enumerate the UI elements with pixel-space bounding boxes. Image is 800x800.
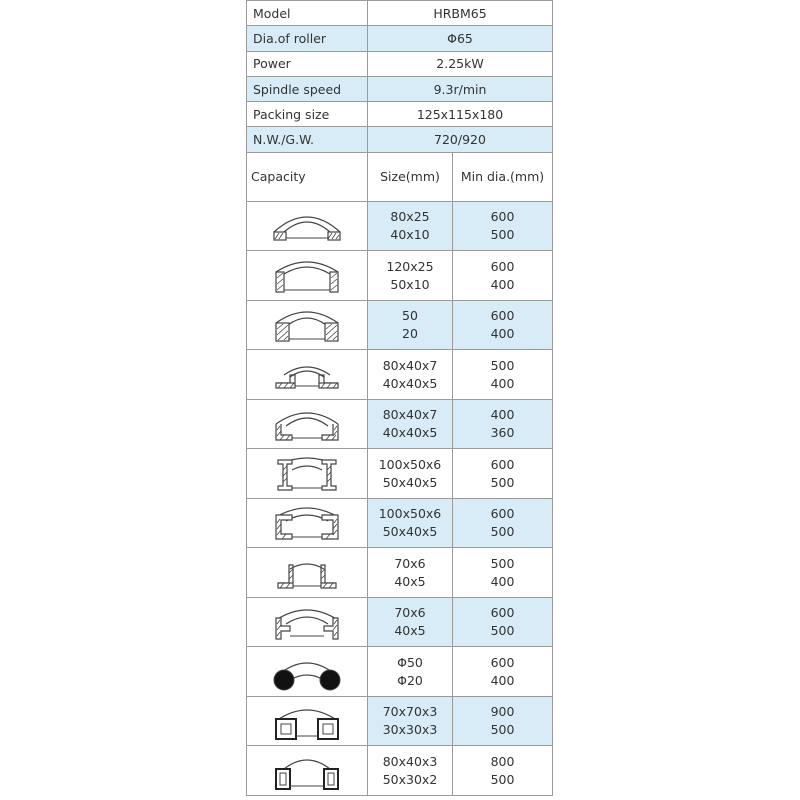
- spec-label: Packing size: [247, 102, 368, 127]
- min-dia-value: 500: [490, 524, 515, 540]
- size-value: 120x25: [386, 258, 434, 274]
- min-dia-value: 400: [490, 375, 515, 391]
- size-value: Φ50: [397, 654, 423, 670]
- spec-value: Φ65: [368, 26, 553, 51]
- capacity-label: Capacity: [247, 152, 368, 201]
- min-dia-value: 600: [490, 506, 515, 522]
- size-value: 100x50x6: [378, 456, 442, 472]
- flat-bar-hard-way-icon: [262, 256, 352, 296]
- spec-row-speed: [247, 76, 553, 101]
- channel-flange-out-icon: [262, 454, 352, 494]
- size-value: 20: [402, 326, 418, 342]
- min-dia-value: 600: [490, 258, 515, 274]
- capacity-row: [247, 597, 553, 647]
- spec-label: Spindle speed: [247, 76, 368, 101]
- min-dia-value: 400: [490, 276, 515, 292]
- spec-row-model: [247, 1, 553, 26]
- size-value: 70x70x3: [382, 704, 438, 720]
- size-value: 40x40x5: [382, 375, 438, 391]
- min-dia-value: 600: [490, 456, 515, 472]
- size-value: 40x10: [390, 227, 430, 243]
- size-value: 80x40x3: [382, 753, 438, 769]
- capacity-row: [247, 696, 553, 746]
- min-dia-column-header: Min dia.(mm): [453, 152, 553, 201]
- capacity-row: [247, 201, 553, 251]
- min-dia-value: 400: [490, 407, 515, 423]
- size-value: 50: [402, 308, 418, 324]
- square-tube-icon: [262, 701, 352, 741]
- size-value: 50x40x5: [382, 524, 438, 540]
- spec-value: 125x115x180: [368, 102, 553, 127]
- capacity-row: [247, 548, 553, 598]
- tee-bar-in-icon: [262, 602, 352, 642]
- capacity-row: [247, 399, 553, 449]
- spec-label: Model: [247, 1, 368, 26]
- min-dia-value: 600: [490, 308, 515, 324]
- capacity-row: [247, 251, 553, 301]
- spec-label: Dia.of roller: [247, 26, 368, 51]
- min-dia-value: 900: [490, 704, 515, 720]
- min-dia-value: 500: [490, 722, 515, 738]
- min-dia-value: 600: [490, 209, 515, 225]
- angle-leg-out-icon: [262, 404, 352, 444]
- spec-row-packing: [247, 102, 553, 127]
- rect-tube-icon: [262, 751, 352, 791]
- size-value: 40x40x5: [382, 425, 438, 441]
- min-dia-value: 500: [490, 771, 515, 787]
- size-value: 40x5: [394, 573, 426, 589]
- capacity-row: [247, 449, 553, 499]
- min-dia-value: 500: [490, 227, 515, 243]
- size-value: 80x25: [390, 209, 430, 225]
- spec-sheet: [246, 0, 552, 796]
- spec-table: [246, 0, 553, 796]
- min-dia-value: 600: [490, 654, 515, 670]
- spec-label: Power: [247, 51, 368, 76]
- min-dia-value: 800: [490, 753, 515, 769]
- min-dia-value: 500: [490, 357, 515, 373]
- square-bar-icon: [262, 305, 352, 345]
- capacity-row: [247, 350, 553, 400]
- size-value: 100x50x6: [378, 506, 442, 522]
- spec-value: HRBM65: [368, 1, 553, 26]
- min-dia-value: 500: [490, 474, 515, 490]
- capacity-row: [247, 647, 553, 697]
- spec-row-weight: [247, 127, 553, 152]
- round-bar-icon: [262, 652, 352, 692]
- size-column-header: Size(mm): [368, 152, 453, 201]
- spec-value: 720/920: [368, 127, 553, 152]
- min-dia-value: 400: [490, 672, 515, 688]
- capacity-row: [247, 746, 553, 796]
- size-value: 50x40x5: [382, 474, 438, 490]
- size-value: 80x40x7: [382, 407, 438, 423]
- size-value: 80x40x7: [382, 357, 438, 373]
- min-dia-value: 500: [490, 623, 515, 639]
- size-value: 50x10: [390, 276, 430, 292]
- size-value: Φ20: [397, 672, 423, 688]
- spec-value: 2.25kW: [368, 51, 553, 76]
- capacity-row: [247, 498, 553, 548]
- capacity-header-row: [247, 152, 553, 201]
- spec-row-power: [247, 51, 553, 76]
- capacity-row: [247, 300, 553, 350]
- size-value: 30x30x3: [382, 722, 438, 738]
- size-value: 70x6: [394, 605, 426, 621]
- min-dia-value: 360: [490, 425, 515, 441]
- size-value: 40x5: [394, 623, 426, 639]
- min-dia-value: 400: [490, 326, 515, 342]
- channel-flange-in-icon: [262, 503, 352, 543]
- min-dia-value: 500: [490, 555, 515, 571]
- min-dia-value: 400: [490, 573, 515, 589]
- angle-leg-in-icon: [262, 355, 352, 395]
- min-dia-value: 600: [490, 605, 515, 621]
- spec-value: 9.3r/min: [368, 76, 553, 101]
- tee-bar-out-icon: [262, 553, 352, 593]
- spec-row-roller: [247, 26, 553, 51]
- spec-label: N.W./G.W.: [247, 127, 368, 152]
- size-value: 50x30x2: [382, 771, 438, 787]
- size-value: 70x6: [394, 555, 426, 571]
- flat-bar-easy-way-icon: [262, 206, 352, 246]
